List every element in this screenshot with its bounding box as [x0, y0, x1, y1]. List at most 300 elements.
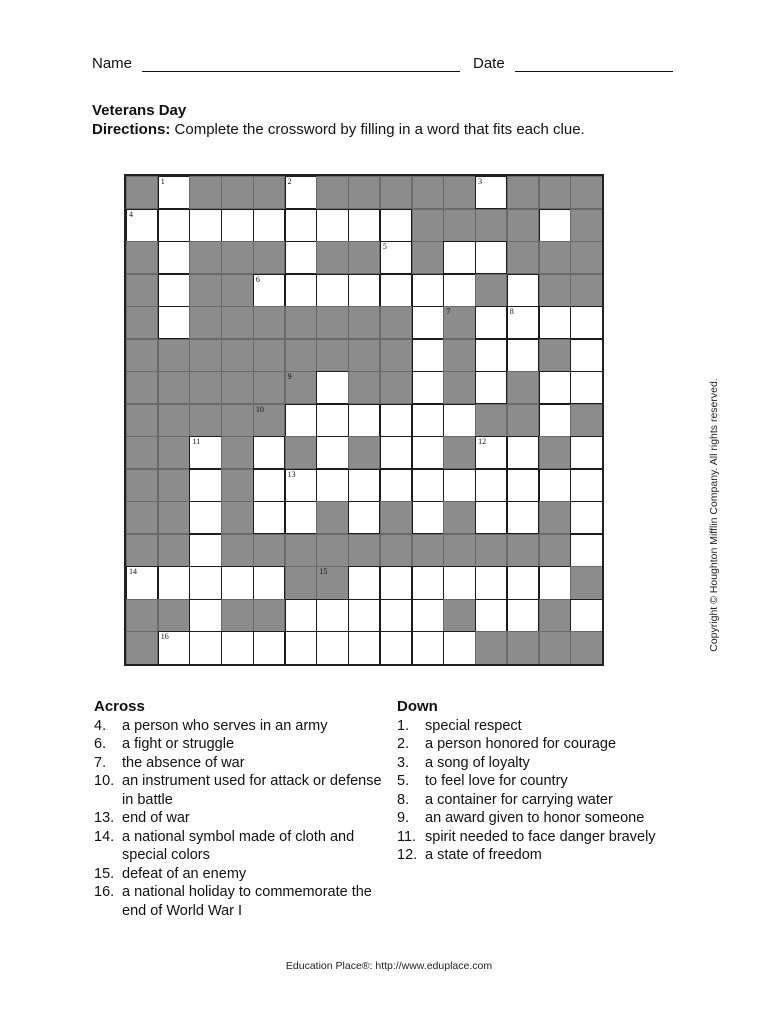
grid-cell[interactable] [412, 501, 444, 534]
grid-cell[interactable] [158, 631, 190, 664]
grid-cell-blocked [189, 176, 221, 209]
grid-cell-blocked [158, 501, 190, 534]
grid-cell[interactable] [412, 371, 444, 404]
grid-cell[interactable] [189, 469, 221, 502]
grid-cell-blocked [126, 241, 158, 274]
grid-cell-blocked [443, 599, 475, 632]
clue-number: 3 [478, 177, 483, 186]
grid-cell[interactable] [507, 501, 539, 534]
clue-item [94, 828, 384, 865]
clue-number: 1 [160, 177, 165, 186]
grid-cell[interactable] [253, 209, 285, 242]
grid-cell[interactable] [126, 209, 158, 242]
grid-cell[interactable] [285, 501, 317, 534]
grid-cell[interactable] [380, 241, 412, 274]
grid-cell[interactable] [285, 469, 317, 502]
directions-text: Complete the crossword by filling in a word that fits each clue. [170, 121, 585, 138]
grid-cell[interactable] [475, 436, 507, 469]
grid-cell[interactable] [189, 501, 221, 534]
grid-cell[interactable] [348, 469, 380, 502]
down-heading: Down [397, 698, 438, 715]
grid-cell[interactable] [253, 274, 285, 307]
clue-item [94, 754, 384, 773]
grid-cell-blocked [443, 176, 475, 209]
grid-cell-blocked [348, 241, 380, 274]
grid-cell-blocked [253, 306, 285, 339]
grid-cell-blocked [507, 631, 539, 664]
grid-cell[interactable] [507, 566, 539, 599]
grid-cell[interactable] [158, 274, 190, 307]
down-clues [397, 698, 687, 865]
clue-item [94, 735, 384, 754]
grid-cell[interactable] [316, 274, 348, 307]
grid-cell[interactable] [285, 241, 317, 274]
grid-cell-blocked [539, 631, 571, 664]
clue-item [94, 865, 384, 884]
copyright-notice: Copyright © Houghton Mifflin Company. All rights reserved. [708, 378, 720, 652]
grid-cell-blocked [412, 534, 444, 567]
clue-number-label: 2. [397, 736, 410, 752]
grid-cell[interactable] [126, 566, 158, 599]
name-line[interactable] [142, 56, 460, 72]
grid-cell-blocked [126, 339, 158, 372]
grid-cell-blocked [507, 371, 539, 404]
grid-cell[interactable] [285, 209, 317, 242]
grid-cell[interactable] [380, 469, 412, 502]
directions [92, 121, 585, 138]
grid-cell[interactable] [443, 241, 475, 274]
grid-cell-blocked [189, 339, 221, 372]
grid-cell-blocked [126, 404, 158, 437]
grid-cell[interactable] [412, 436, 444, 469]
grid-cell-blocked [126, 534, 158, 567]
grid-cell[interactable] [412, 469, 444, 502]
grid-cell[interactable] [253, 501, 285, 534]
grid-cell-blocked [475, 631, 507, 664]
grid-cell-blocked [348, 339, 380, 372]
grid-cell[interactable] [443, 631, 475, 664]
grid-cell-blocked [253, 371, 285, 404]
grid-cell[interactable] [158, 306, 190, 339]
name-field[interactable] [92, 55, 460, 72]
clue-number: 5 [382, 242, 387, 252]
grid-cell-blocked [158, 436, 190, 469]
clue-item [397, 772, 687, 791]
grid-cell[interactable] [253, 631, 285, 664]
clue-number-label: 14. [94, 828, 115, 845]
clue-number: 8 [509, 307, 514, 317]
grid-cell-blocked [507, 209, 539, 242]
grid-cell-blocked [380, 306, 412, 339]
grid-cell[interactable] [316, 469, 348, 502]
grid-cell-blocked [158, 404, 190, 437]
date-label: Date [473, 55, 505, 72]
clue-number: 6 [255, 274, 260, 284]
clue-item [397, 754, 687, 773]
grid-cell-blocked [253, 241, 285, 274]
date-field[interactable] [473, 55, 673, 72]
across-clues [94, 698, 384, 920]
grid-cell[interactable] [475, 176, 507, 209]
directions-label: Directions: [92, 121, 171, 138]
grid-cell-blocked [189, 404, 221, 437]
grid-cell-blocked [221, 176, 253, 209]
grid-cell-blocked [539, 176, 571, 209]
grid-cell[interactable] [285, 631, 317, 664]
clue-number-label: 3. [397, 754, 410, 771]
grid-cell[interactable] [507, 306, 539, 339]
clue-number-label: 1. [397, 717, 410, 734]
grid-cell-blocked [221, 436, 253, 469]
grid-cell-blocked [380, 339, 412, 372]
grid-cell[interactable] [539, 566, 571, 599]
grid-cell-blocked [570, 209, 602, 242]
grid-cell[interactable] [412, 631, 444, 664]
grid-cell-blocked [348, 371, 380, 404]
grid-cell[interactable] [380, 404, 412, 437]
grid-cell-blocked [348, 306, 380, 339]
grid-cell[interactable] [539, 469, 571, 502]
grid-cell[interactable] [475, 566, 507, 599]
grid-cell[interactable] [570, 599, 602, 632]
clue-item [94, 809, 384, 828]
clue-text: end of war [122, 810, 190, 826]
grid-cell[interactable] [443, 404, 475, 437]
clue-number-label: 16. [94, 884, 115, 900]
grid-cell[interactable] [380, 631, 412, 664]
grid-cell-blocked [221, 274, 253, 307]
grid-cell[interactable] [570, 534, 602, 567]
grid-cell-blocked [158, 339, 190, 372]
grid-cell[interactable] [475, 241, 507, 274]
grid-cell[interactable] [316, 599, 348, 632]
clue-number: 12 [478, 437, 487, 447]
grid-cell[interactable] [570, 501, 602, 534]
grid-cell[interactable] [380, 274, 412, 307]
date-line[interactable] [515, 56, 673, 72]
clue-number: 10 [255, 404, 264, 414]
grid-cell-blocked [221, 241, 253, 274]
grid-cell[interactable] [348, 501, 380, 534]
grid-cell[interactable] [570, 306, 602, 339]
grid-cell-blocked [539, 436, 571, 469]
grid-cell[interactable] [507, 599, 539, 632]
grid-cell-blocked [475, 404, 507, 437]
grid-cell[interactable] [253, 436, 285, 469]
grid-cell[interactable] [189, 534, 221, 567]
clue-text: an instrument used for attack or defense in battle [122, 773, 382, 808]
grid-cell-blocked [316, 176, 348, 209]
clue-number-label: 13. [94, 810, 115, 826]
clue-number: 16 [160, 632, 169, 642]
grid-cell[interactable] [253, 566, 285, 599]
grid-cell-blocked [539, 501, 571, 534]
grid-cell-blocked [221, 339, 253, 372]
clue-text: an award given to honor someone [425, 810, 645, 826]
grid-cell[interactable] [348, 566, 380, 599]
clue-number: 15 [319, 567, 328, 577]
across-list [94, 717, 384, 921]
grid-cell-blocked [189, 371, 221, 404]
grid-cell[interactable] [348, 274, 380, 307]
grid-cell[interactable] [412, 274, 444, 307]
grid-cell-blocked [221, 599, 253, 632]
grid-cell-blocked [412, 241, 444, 274]
grid-cell-blocked [443, 339, 475, 372]
clue-number: 7 [446, 307, 451, 317]
grid-cell-blocked [126, 436, 158, 469]
grid-cell-blocked [380, 534, 412, 567]
clue-text: spirit needed to face danger bravely [425, 828, 656, 845]
grid-cell[interactable] [285, 404, 317, 437]
grid-cell[interactable] [380, 209, 412, 242]
grid-cell-blocked [443, 209, 475, 242]
grid-cell-blocked [189, 306, 221, 339]
clue-text: the absence of war [122, 754, 245, 771]
grid-cell-blocked [570, 631, 602, 664]
grid-cell[interactable] [348, 631, 380, 664]
grid-cell-blocked [348, 534, 380, 567]
grid-cell[interactable] [380, 566, 412, 599]
clue-text: a container for carrying water [425, 791, 613, 808]
grid-cell-blocked [221, 404, 253, 437]
grid-cell-blocked [507, 241, 539, 274]
grid-cell[interactable] [221, 566, 253, 599]
grid-cell[interactable] [380, 599, 412, 632]
clue-text: a person who serves in an army [122, 717, 328, 734]
grid-cell[interactable] [570, 469, 602, 502]
grid-cell[interactable] [539, 404, 571, 437]
grid-cell[interactable] [316, 631, 348, 664]
grid-cell[interactable] [475, 469, 507, 502]
grid-cell[interactable] [316, 209, 348, 242]
grid-cell[interactable] [412, 404, 444, 437]
grid-cell-blocked [570, 566, 602, 599]
grid-cell-blocked [316, 306, 348, 339]
clue-number-label: 6. [94, 736, 107, 752]
clue-item [397, 735, 687, 754]
grid-cell[interactable] [475, 306, 507, 339]
grid-cell[interactable] [412, 306, 444, 339]
clue-text: defeat of an enemy [122, 865, 247, 882]
clue-number: 11 [192, 437, 201, 447]
grid-cell-blocked [158, 469, 190, 502]
grid-cell[interactable] [221, 209, 253, 242]
name-label: Name [92, 55, 133, 72]
grid-cell[interactable] [539, 371, 571, 404]
grid-cell[interactable] [158, 176, 190, 209]
grid-cell-blocked [443, 501, 475, 534]
grid-cell-blocked [316, 534, 348, 567]
grid-cell[interactable] [443, 566, 475, 599]
grid-cell[interactable] [475, 371, 507, 404]
grid-cell[interactable] [189, 599, 221, 632]
grid-cell-blocked [507, 534, 539, 567]
grid-cell-blocked [126, 306, 158, 339]
grid-cell[interactable] [316, 436, 348, 469]
grid-cell-blocked [507, 176, 539, 209]
grid-cell-blocked [380, 501, 412, 534]
grid-cell-blocked [285, 371, 317, 404]
grid-cell-blocked [316, 241, 348, 274]
grid-cell-blocked [253, 339, 285, 372]
grid-cell[interactable] [507, 436, 539, 469]
grid-cell-blocked [126, 274, 158, 307]
clue-number-label: 8. [397, 791, 410, 808]
grid-cell-blocked [285, 534, 317, 567]
grid-cell-blocked [158, 534, 190, 567]
grid-cell[interactable] [316, 404, 348, 437]
grid-cell-blocked [380, 176, 412, 209]
grid-cell-blocked [539, 339, 571, 372]
grid-cell[interactable] [539, 306, 571, 339]
grid-cell[interactable] [221, 631, 253, 664]
clue-text: a national holiday to commemorate the end of World War I [122, 884, 372, 919]
grid-cell-blocked [570, 241, 602, 274]
grid-cell-blocked [221, 534, 253, 567]
grid-cell-blocked [539, 599, 571, 632]
clue-item [94, 717, 384, 736]
clue-text: a fight or struggle [122, 736, 235, 752]
grid-cell[interactable] [158, 209, 190, 242]
clue-number-label: 7. [94, 754, 107, 771]
grid-cell-blocked [570, 404, 602, 437]
grid-cell-blocked [126, 469, 158, 502]
clue-number: 14 [129, 567, 137, 577]
page-title: Veterans Day [92, 102, 187, 119]
grid-cell-blocked [285, 306, 317, 339]
grid-cell[interactable] [285, 599, 317, 632]
grid-cell-blocked [126, 599, 158, 632]
grid-cell[interactable] [507, 274, 539, 307]
grid-cell[interactable] [285, 274, 317, 307]
grid-cell-blocked [443, 306, 475, 339]
grid-cell-blocked [539, 274, 571, 307]
crossword-grid [126, 176, 602, 664]
clue-text: a national symbol made of cloth and special colors [122, 828, 355, 863]
grid-cell-blocked [221, 371, 253, 404]
grid-cell[interactable] [189, 566, 221, 599]
clue-number-label: 5. [397, 773, 410, 789]
grid-cell[interactable] [348, 209, 380, 242]
grid-cell-blocked [126, 631, 158, 664]
grid-cell[interactable] [253, 469, 285, 502]
grid-cell[interactable] [507, 339, 539, 372]
grid-cell[interactable] [189, 209, 221, 242]
grid-cell-blocked [570, 176, 602, 209]
grid-cell-blocked [507, 404, 539, 437]
grid-cell[interactable] [412, 566, 444, 599]
grid-cell[interactable] [380, 436, 412, 469]
grid-cell[interactable] [316, 371, 348, 404]
clue-item [397, 809, 687, 828]
grid-cell-blocked [126, 501, 158, 534]
down-list [397, 717, 687, 865]
grid-cell[interactable] [285, 176, 317, 209]
grid-cell-blocked [539, 534, 571, 567]
clue-text: a person honored for courage [425, 736, 617, 752]
clue-number-label: 12. [397, 847, 418, 863]
grid-cell-blocked [316, 339, 348, 372]
grid-cell-blocked [221, 469, 253, 502]
grid-cell[interactable] [475, 339, 507, 372]
grid-cell-blocked [412, 176, 444, 209]
clue-item [397, 828, 687, 847]
clue-number: 9 [287, 372, 292, 382]
grid-cell[interactable] [443, 469, 475, 502]
grid-cell[interactable] [412, 339, 444, 372]
grid-cell[interactable] [475, 501, 507, 534]
across-heading: Across [94, 698, 145, 715]
grid-cell[interactable] [189, 436, 221, 469]
grid-cell-blocked [158, 599, 190, 632]
grid-cell-blocked [285, 566, 317, 599]
clue-item [397, 846, 687, 865]
clue-number: 2 [287, 177, 292, 186]
clue-number-label: 15. [94, 865, 115, 882]
grid-cell[interactable] [570, 339, 602, 372]
grid-cell[interactable] [475, 599, 507, 632]
grid-cell[interactable] [507, 469, 539, 502]
clue-text: a song of loyalty [425, 754, 530, 771]
grid-cell-blocked [126, 176, 158, 209]
grid-cell-blocked [380, 371, 412, 404]
grid-cell[interactable] [570, 371, 602, 404]
grid-cell[interactable] [539, 209, 571, 242]
grid-cell[interactable] [443, 274, 475, 307]
clue-number-label: 10. [94, 773, 115, 789]
grid-cell-blocked [539, 241, 571, 274]
grid-cell-blocked [316, 501, 348, 534]
grid-cell-blocked [253, 176, 285, 209]
grid-cell-blocked [158, 371, 190, 404]
grid-cell-blocked [348, 176, 380, 209]
grid-cell-blocked [221, 306, 253, 339]
grid-cell-blocked [253, 534, 285, 567]
clue-item [94, 772, 384, 809]
grid-cell[interactable] [158, 566, 190, 599]
clue-number: 13 [287, 469, 296, 479]
grid-cell-blocked [285, 339, 317, 372]
clue-number-label: 4. [94, 717, 107, 734]
clue-item [397, 791, 687, 810]
clue-text: to feel love for country [425, 773, 568, 789]
grid-cell-blocked [253, 599, 285, 632]
grid-cell-blocked [475, 209, 507, 242]
grid-cell-blocked [443, 534, 475, 567]
grid-cell[interactable] [348, 404, 380, 437]
grid-cell-blocked [443, 436, 475, 469]
clue-item [397, 717, 687, 736]
clue-text: a state of freedom [425, 847, 542, 863]
grid-cell-blocked [316, 566, 348, 599]
grid-cell-blocked [443, 371, 475, 404]
clue-number: 4 [129, 209, 133, 219]
grid-cell-blocked [189, 241, 221, 274]
grid-cell-blocked [285, 436, 317, 469]
grid-cell-blocked [412, 209, 444, 242]
grid-cell-blocked [189, 274, 221, 307]
footer-credit: Education Place®: http://www.eduplace.com [285, 960, 493, 972]
grid-cell[interactable] [158, 241, 190, 274]
grid-cell[interactable] [189, 631, 221, 664]
grid-cell[interactable] [348, 599, 380, 632]
grid-cell-blocked [348, 436, 380, 469]
clue-item [94, 883, 384, 920]
grid-cell-blocked [475, 274, 507, 307]
grid-cell[interactable] [570, 436, 602, 469]
grid-cell[interactable] [412, 599, 444, 632]
